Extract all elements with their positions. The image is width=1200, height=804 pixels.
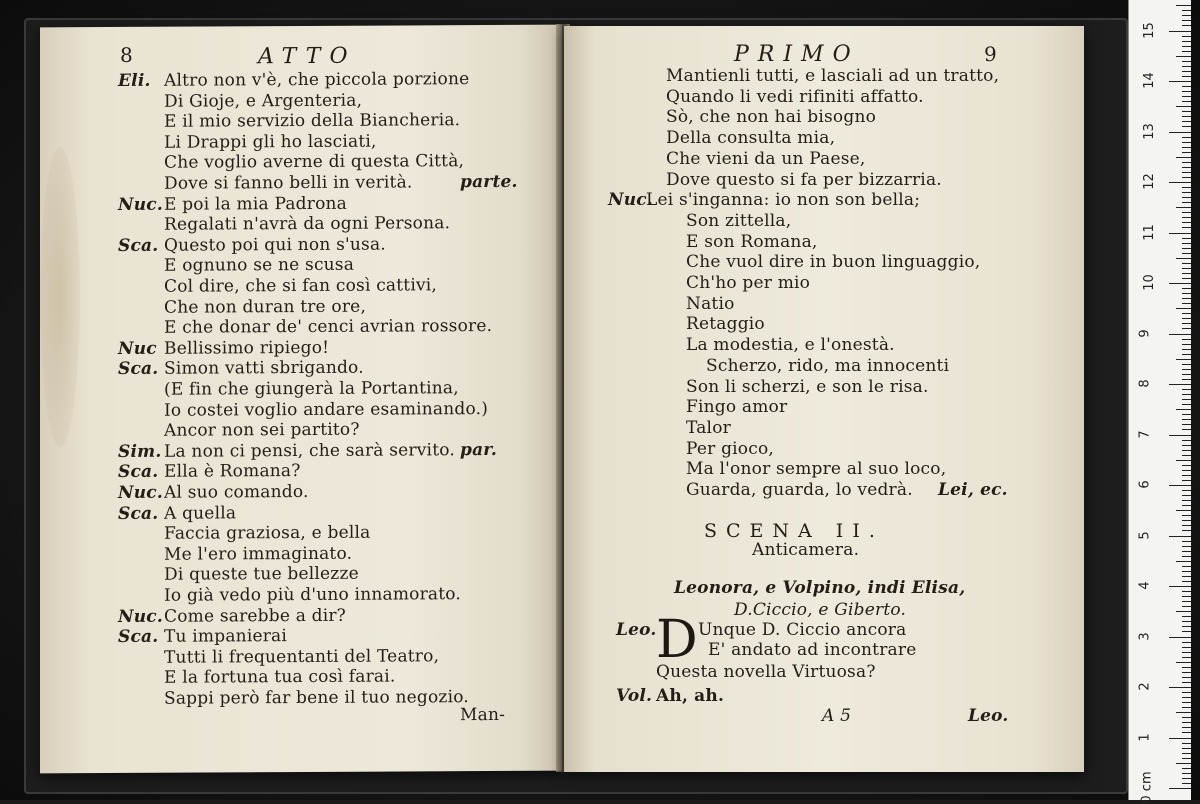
ruler-tick: [1169, 738, 1191, 739]
speaker-label: Sca.: [118, 503, 159, 524]
verse-line: Per gioco,: [686, 438, 774, 459]
ruler-tick: [1182, 500, 1191, 501]
ruler-tick: [1182, 727, 1191, 728]
ruler-tick: [1182, 490, 1191, 491]
verse-line: La modestia, e l'onestà.: [686, 335, 895, 356]
ruler-tick: [1182, 20, 1191, 21]
ruler-tick: [1182, 298, 1191, 299]
left-page: [40, 25, 562, 774]
ruler-tick: [1182, 758, 1191, 759]
verse-line: E che donar de' cenci avrian rossore.: [164, 316, 493, 338]
speaker-label: Sca.: [118, 462, 159, 483]
ruler-tick: [1182, 15, 1191, 16]
page-number-right: 9: [984, 42, 997, 66]
ruler-tick: [1182, 576, 1191, 577]
ruler-tick: [1169, 485, 1191, 486]
verse-line: Al suo comando.: [164, 481, 309, 503]
dialogue-line: Unque D. Ciccio ancora: [698, 620, 907, 640]
ruler-tick: [1182, 773, 1191, 774]
drop-cap: D: [656, 610, 698, 670]
ruler-tick: [1182, 197, 1191, 198]
ruler-label: 3: [1137, 631, 1153, 641]
ruler-label: 15: [1141, 21, 1157, 39]
verse-line: Talor: [686, 417, 731, 438]
verse-line: Son zittella,: [686, 210, 792, 231]
ruler-tick: [1182, 328, 1191, 329]
verse-line: Io già vedo più d'uno innamorato.: [164, 584, 462, 606]
ruler-tick: [1182, 702, 1191, 703]
ruler-tick: [1182, 722, 1191, 723]
ruler-tick: [1182, 248, 1191, 249]
verse-line: Tu impanierai: [164, 626, 288, 647]
verse-line: Ella è Romana?: [164, 461, 301, 483]
ruler-tick: [1182, 732, 1191, 733]
ruler-tick: [1182, 10, 1191, 11]
verse-line: Faccia graziosa, e bella: [164, 522, 371, 544]
ruler-tick: [1182, 778, 1191, 779]
ruler-tick: [1169, 182, 1191, 183]
ruler-tick: [1176, 308, 1191, 309]
ruler-tick: [1176, 207, 1191, 208]
verse-line: Guarda, guarda, lo vedrà.: [686, 480, 913, 500]
ruler-tick: [1169, 132, 1191, 133]
verse-line: Scherzo, rido, ma innocenti: [706, 355, 950, 376]
verse-line: Questo poi qui non s'usa.: [164, 234, 386, 256]
ruler-tick: [1182, 253, 1191, 254]
ruler-tick: [1182, 323, 1191, 324]
ruler-tick: [1169, 283, 1191, 284]
ruler-tick: [1182, 61, 1191, 62]
direction-wrap: [446, 172, 518, 192]
ruler-tick: [1182, 354, 1191, 355]
ruler-tick: [1182, 374, 1191, 375]
verse-line: Quando li vedi rifiniti affatto.: [666, 86, 924, 107]
ruler-tick: [1182, 303, 1191, 304]
verse-line: A quella: [164, 502, 237, 524]
ruler-tick: [1182, 379, 1191, 380]
verse-line: E la fortuna tua così farai.: [164, 666, 396, 689]
ruler-tick: [1182, 682, 1191, 683]
ruler-label: 10: [1141, 274, 1157, 291]
ruler-tick: [1176, 712, 1191, 713]
ruler-tick: [1182, 389, 1191, 390]
ruler-tick: [1182, 480, 1191, 481]
ruler-tick: [1182, 96, 1191, 97]
ruler-tick: [1182, 25, 1191, 26]
ruler-tick: [1182, 707, 1191, 708]
speaker-label: Nuc: [118, 338, 157, 359]
verse-line: Ancor non sei partito?: [164, 419, 360, 441]
ruler-label: 14: [1141, 72, 1157, 89]
verse-line: (E fin che giungerà la Portantina,: [164, 378, 459, 400]
ruler-tick: [1182, 520, 1191, 521]
dialogue-line: E' andato ad incontrare: [708, 640, 917, 660]
ruler-tick: [1182, 530, 1191, 531]
verse-line: Retaggio: [686, 314, 765, 335]
exit-direction: par.: [460, 439, 498, 460]
ruler-tick: [1182, 339, 1191, 340]
verse-line: Li Drappi gli ho lasciati,: [164, 131, 377, 153]
direction-wrap: [924, 480, 1008, 500]
ruler-tick: [1182, 227, 1191, 228]
ruler-tick: [1169, 788, 1191, 789]
ruler-tick: [1182, 414, 1191, 415]
ruler-tick: [1182, 450, 1191, 451]
ruler-label: 0 cm: [1139, 771, 1155, 804]
verse-line: Sappi però far bene il tuo negozio.: [164, 687, 469, 709]
speaker-label: Nuc.: [608, 190, 653, 211]
verse-line: Che voglio averne di questa Città,: [164, 151, 465, 174]
verse-line: Col dire, che si fan così cattivi,: [164, 275, 437, 297]
ruler-tick: [1176, 409, 1191, 410]
ruler-tick: [1182, 525, 1191, 526]
ruler-tick: [1182, 672, 1191, 673]
verse-line: Ma l'onor sempre al suo loco,: [686, 459, 947, 480]
verse-line: Che vuol dire in buon linguaggio,: [686, 252, 981, 273]
ruler-tick: [1182, 172, 1191, 173]
ruler-label: 6: [1137, 480, 1153, 489]
ruler-tick: [1182, 677, 1191, 678]
paper-stain: [40, 147, 80, 447]
signature-mark: A 5: [822, 706, 852, 726]
verse-line: Di queste tue bellezze: [164, 564, 359, 586]
ruler-tick: [1182, 551, 1191, 552]
ruler-tick: [1182, 268, 1191, 269]
ruler-tick: [1182, 142, 1191, 143]
ruler-tick: [1182, 187, 1191, 188]
ruler-tick: [1182, 86, 1191, 87]
ruler-tick: [1182, 278, 1191, 279]
verse-line: Tutti li frequentanti del Teatro,: [164, 646, 440, 668]
ruler-tick: [1169, 31, 1191, 32]
ruler-tick: [1182, 642, 1191, 643]
speaker-label: Nuc.: [118, 482, 163, 503]
ruler-tick: [1182, 293, 1191, 294]
ruler-tick: [1182, 556, 1191, 557]
running-header-left: ATTO: [258, 43, 357, 70]
ruler-tick: [1182, 455, 1191, 456]
ruler-tick: [1182, 243, 1191, 244]
verse-line: Ch'ho per mio: [686, 273, 811, 293]
ruler-tick: [1182, 621, 1191, 622]
ruler-tick: [1182, 631, 1191, 632]
ruler-label: 11: [1141, 223, 1157, 241]
ruler-label: 4: [1137, 581, 1153, 590]
ruler-tick: [1182, 36, 1191, 37]
dialogue-line: Questa novella Virtuosa?: [656, 662, 876, 682]
ruler-tick: [1182, 46, 1191, 47]
verse-line: Che vieni da un Paese,: [666, 148, 866, 169]
ruler-tick: [1182, 349, 1191, 350]
ruler-tick: [1176, 561, 1191, 562]
ruler-tick: [1182, 470, 1191, 471]
ruler-tick: [1182, 440, 1191, 441]
ruler-tick: [1182, 566, 1191, 567]
verse-line: Che non duran tre ore,: [164, 296, 367, 318]
verse-line: Dove questo si fa per bizzarria.: [666, 169, 942, 190]
ruler-tick: [1182, 647, 1191, 648]
verse-line: Come sarebbe a dir?: [164, 605, 347, 627]
stage-direction-continued: D.Ciccio, e Giberto.: [734, 600, 907, 620]
ruler-tick: [1182, 768, 1191, 769]
ruler-tick: [1182, 717, 1191, 718]
verse-line: Me l'ero immaginato.: [164, 543, 353, 565]
ruler-tick: [1182, 238, 1191, 239]
catchword-left: Man-: [460, 704, 506, 726]
ruler-tick: [1182, 541, 1191, 542]
measurement-ruler: [1128, 0, 1191, 804]
verse-line: Io costei voglio andare esaminando.): [164, 398, 489, 421]
ruler-tick: [1182, 394, 1191, 395]
ruler-tick: [1182, 546, 1191, 547]
ruler-tick: [1182, 91, 1191, 92]
ruler-tick: [1182, 445, 1191, 446]
verse-line: Fingo amor: [686, 397, 788, 418]
ruler-tick: [1182, 51, 1191, 52]
ruler-tick: [1182, 465, 1191, 466]
ruler-tick: [1182, 121, 1191, 122]
ruler-tick: [1182, 753, 1191, 754]
ruler-tick: [1176, 157, 1191, 158]
ruler-tick: [1176, 611, 1191, 612]
dialogue-line: Ah, ah.: [656, 686, 725, 706]
ruler-tick: [1182, 41, 1191, 42]
ruler-label: 1: [1137, 732, 1153, 742]
ruler-tick: [1182, 748, 1191, 749]
ruler-tick: [1169, 81, 1191, 82]
ruler-tick: [1182, 616, 1191, 617]
ruler-tick: [1182, 313, 1191, 314]
ruler-tick: [1182, 581, 1191, 582]
ruler-tick: [1182, 273, 1191, 274]
ruler-tick: [1182, 344, 1191, 345]
verse-line: Bellissimo ripiego!: [164, 337, 330, 359]
verse-line: Di Gioje, e Argenteria,: [164, 90, 363, 112]
ruler-tick: [1169, 586, 1191, 587]
ruler-tick: [1182, 657, 1191, 658]
ruler-tick: [1182, 515, 1191, 516]
ruler-tick: [1182, 147, 1191, 148]
ruler-label: 5: [1137, 530, 1153, 540]
verse-line: Sò, che non hai bisogno: [666, 107, 877, 128]
ruler-label: 9: [1137, 328, 1153, 338]
ruler-tick: [1182, 429, 1191, 430]
speaker-label: Sca.: [118, 359, 159, 380]
catchword-right: Leo.: [968, 706, 1009, 726]
ruler-tick: [1182, 697, 1191, 698]
ruler-tick: [1169, 233, 1191, 234]
ruler-tick: [1182, 364, 1191, 365]
direction-wrap: [446, 440, 497, 460]
ruler-tick: [1169, 435, 1191, 436]
ruler-tick: [1182, 783, 1191, 784]
ruler-tick: [1182, 263, 1191, 264]
ruler-tick: [1176, 359, 1191, 360]
verse-line: Simon vatti sbrigando.: [164, 358, 364, 380]
ruler-tick: [1182, 692, 1191, 693]
verse-line: Natio: [686, 293, 735, 314]
ruler-tick: [1169, 637, 1191, 638]
ruler-tick: [1169, 334, 1191, 335]
ruler-tick: [1176, 510, 1191, 511]
ruler-tick: [1182, 126, 1191, 127]
verse-line: E ognuno se ne scusa: [164, 255, 355, 277]
ruler-tick: [1182, 399, 1191, 400]
speaker-label: Sca.: [118, 235, 159, 256]
ruler-tick: [1176, 106, 1191, 107]
ruler-tick: [1182, 111, 1191, 112]
verse-line: Lei s'inganna: io non son bella;: [646, 190, 921, 211]
ruler-tick: [1182, 217, 1191, 218]
speaker-vol: Vol.: [616, 686, 653, 706]
verse-line: Dove si fanno belli in verità.: [164, 172, 413, 194]
ruler-tick: [1182, 288, 1191, 289]
ruler-tick: [1182, 152, 1191, 153]
verse-line: Son li scherzi, e son le risa.: [686, 376, 929, 397]
ruler-tick: [1176, 5, 1191, 6]
ruler-tick: [1182, 606, 1191, 607]
exit-direction: parte.: [460, 171, 518, 193]
speaker-label: Nuc.: [118, 606, 163, 627]
speaker-label: Eli.: [118, 70, 151, 91]
ruler-tick: [1169, 536, 1191, 537]
ruler-tick: [1182, 212, 1191, 213]
ruler-tick: [1182, 652, 1191, 653]
ruler-tick: [1169, 687, 1191, 688]
ruler-tick: [1182, 571, 1191, 572]
verse-line: Regalati n'avrà da ogni Persona.: [164, 213, 451, 235]
ruler-tick: [1176, 763, 1191, 764]
ruler-tick: [1182, 222, 1191, 223]
ruler-tick: [1182, 76, 1191, 77]
verse-line: Altro non v'è, che piccola porzione: [164, 69, 470, 91]
ruler-label: 2: [1137, 682, 1153, 691]
speaker-leo: Leo.: [616, 620, 657, 640]
ruler-tick: [1182, 66, 1191, 67]
ruler-label: 8: [1137, 379, 1153, 388]
verse-line: Della consulta mia,: [666, 128, 836, 149]
ruler-tick: [1182, 495, 1191, 496]
stage-direction: Leonora, e Volpino, indi Elisa,: [674, 578, 966, 598]
ruler-tick: [1182, 116, 1191, 117]
running-header-right: PRIMO: [734, 42, 860, 67]
ruler-tick: [1182, 162, 1191, 163]
ruler-tick: [1176, 662, 1191, 663]
scene-place: Anticamera.: [752, 540, 860, 560]
verse-line: La non ci pensi, che sarà servito.: [164, 439, 455, 462]
ruler-tick: [1182, 369, 1191, 370]
ruler-tick: [1182, 626, 1191, 627]
ruler-tick: [1182, 591, 1191, 592]
ruler-tick: [1182, 137, 1191, 138]
ruler-tick: [1182, 177, 1191, 178]
ruler-tick: [1176, 258, 1191, 259]
page-number-left: 8: [120, 42, 133, 67]
ruler-tick: [1182, 424, 1191, 425]
ruler-tick: [1182, 192, 1191, 193]
ruler-tick: [1182, 475, 1191, 476]
ruler-label: 13: [1141, 122, 1157, 140]
ruler-tick: [1182, 101, 1191, 102]
ruler-tick: [1182, 419, 1191, 420]
verse-line: E poi la mia Padrona: [164, 193, 347, 215]
ruler-label: 12: [1141, 173, 1157, 190]
ruler-tick: [1176, 460, 1191, 461]
scene-title: SCENA II.: [704, 520, 884, 542]
ruler-tick: [1182, 743, 1191, 744]
ruler-tick: [1182, 318, 1191, 319]
speaker-label: Sca.: [118, 626, 159, 648]
exit-direction: Lei, ec.: [938, 480, 1008, 500]
ruler-label: 7: [1137, 429, 1153, 439]
verse-line: E son Romana,: [686, 231, 818, 252]
ruler-tick: [1182, 601, 1191, 602]
ruler-tick: [1176, 56, 1191, 57]
ruler-tick: [1182, 71, 1191, 72]
verse-line: E il mio servizio della Biancheria.: [164, 110, 461, 132]
ruler-tick: [1169, 384, 1191, 385]
speaker-label: Sim.: [118, 441, 162, 462]
ruler-tick: [1182, 167, 1191, 168]
right-page: [564, 26, 1084, 772]
speaker-label: Nuc.: [118, 194, 163, 215]
ruler-tick: [1182, 596, 1191, 597]
ruler-tick: [1182, 404, 1191, 405]
ruler-tick: [1182, 202, 1191, 203]
ruler-tick: [1182, 505, 1191, 506]
ruler-tick: [1182, 667, 1191, 668]
verse-line: Mantienli tutti, e lasciali ad un tratto,: [666, 66, 1000, 86]
